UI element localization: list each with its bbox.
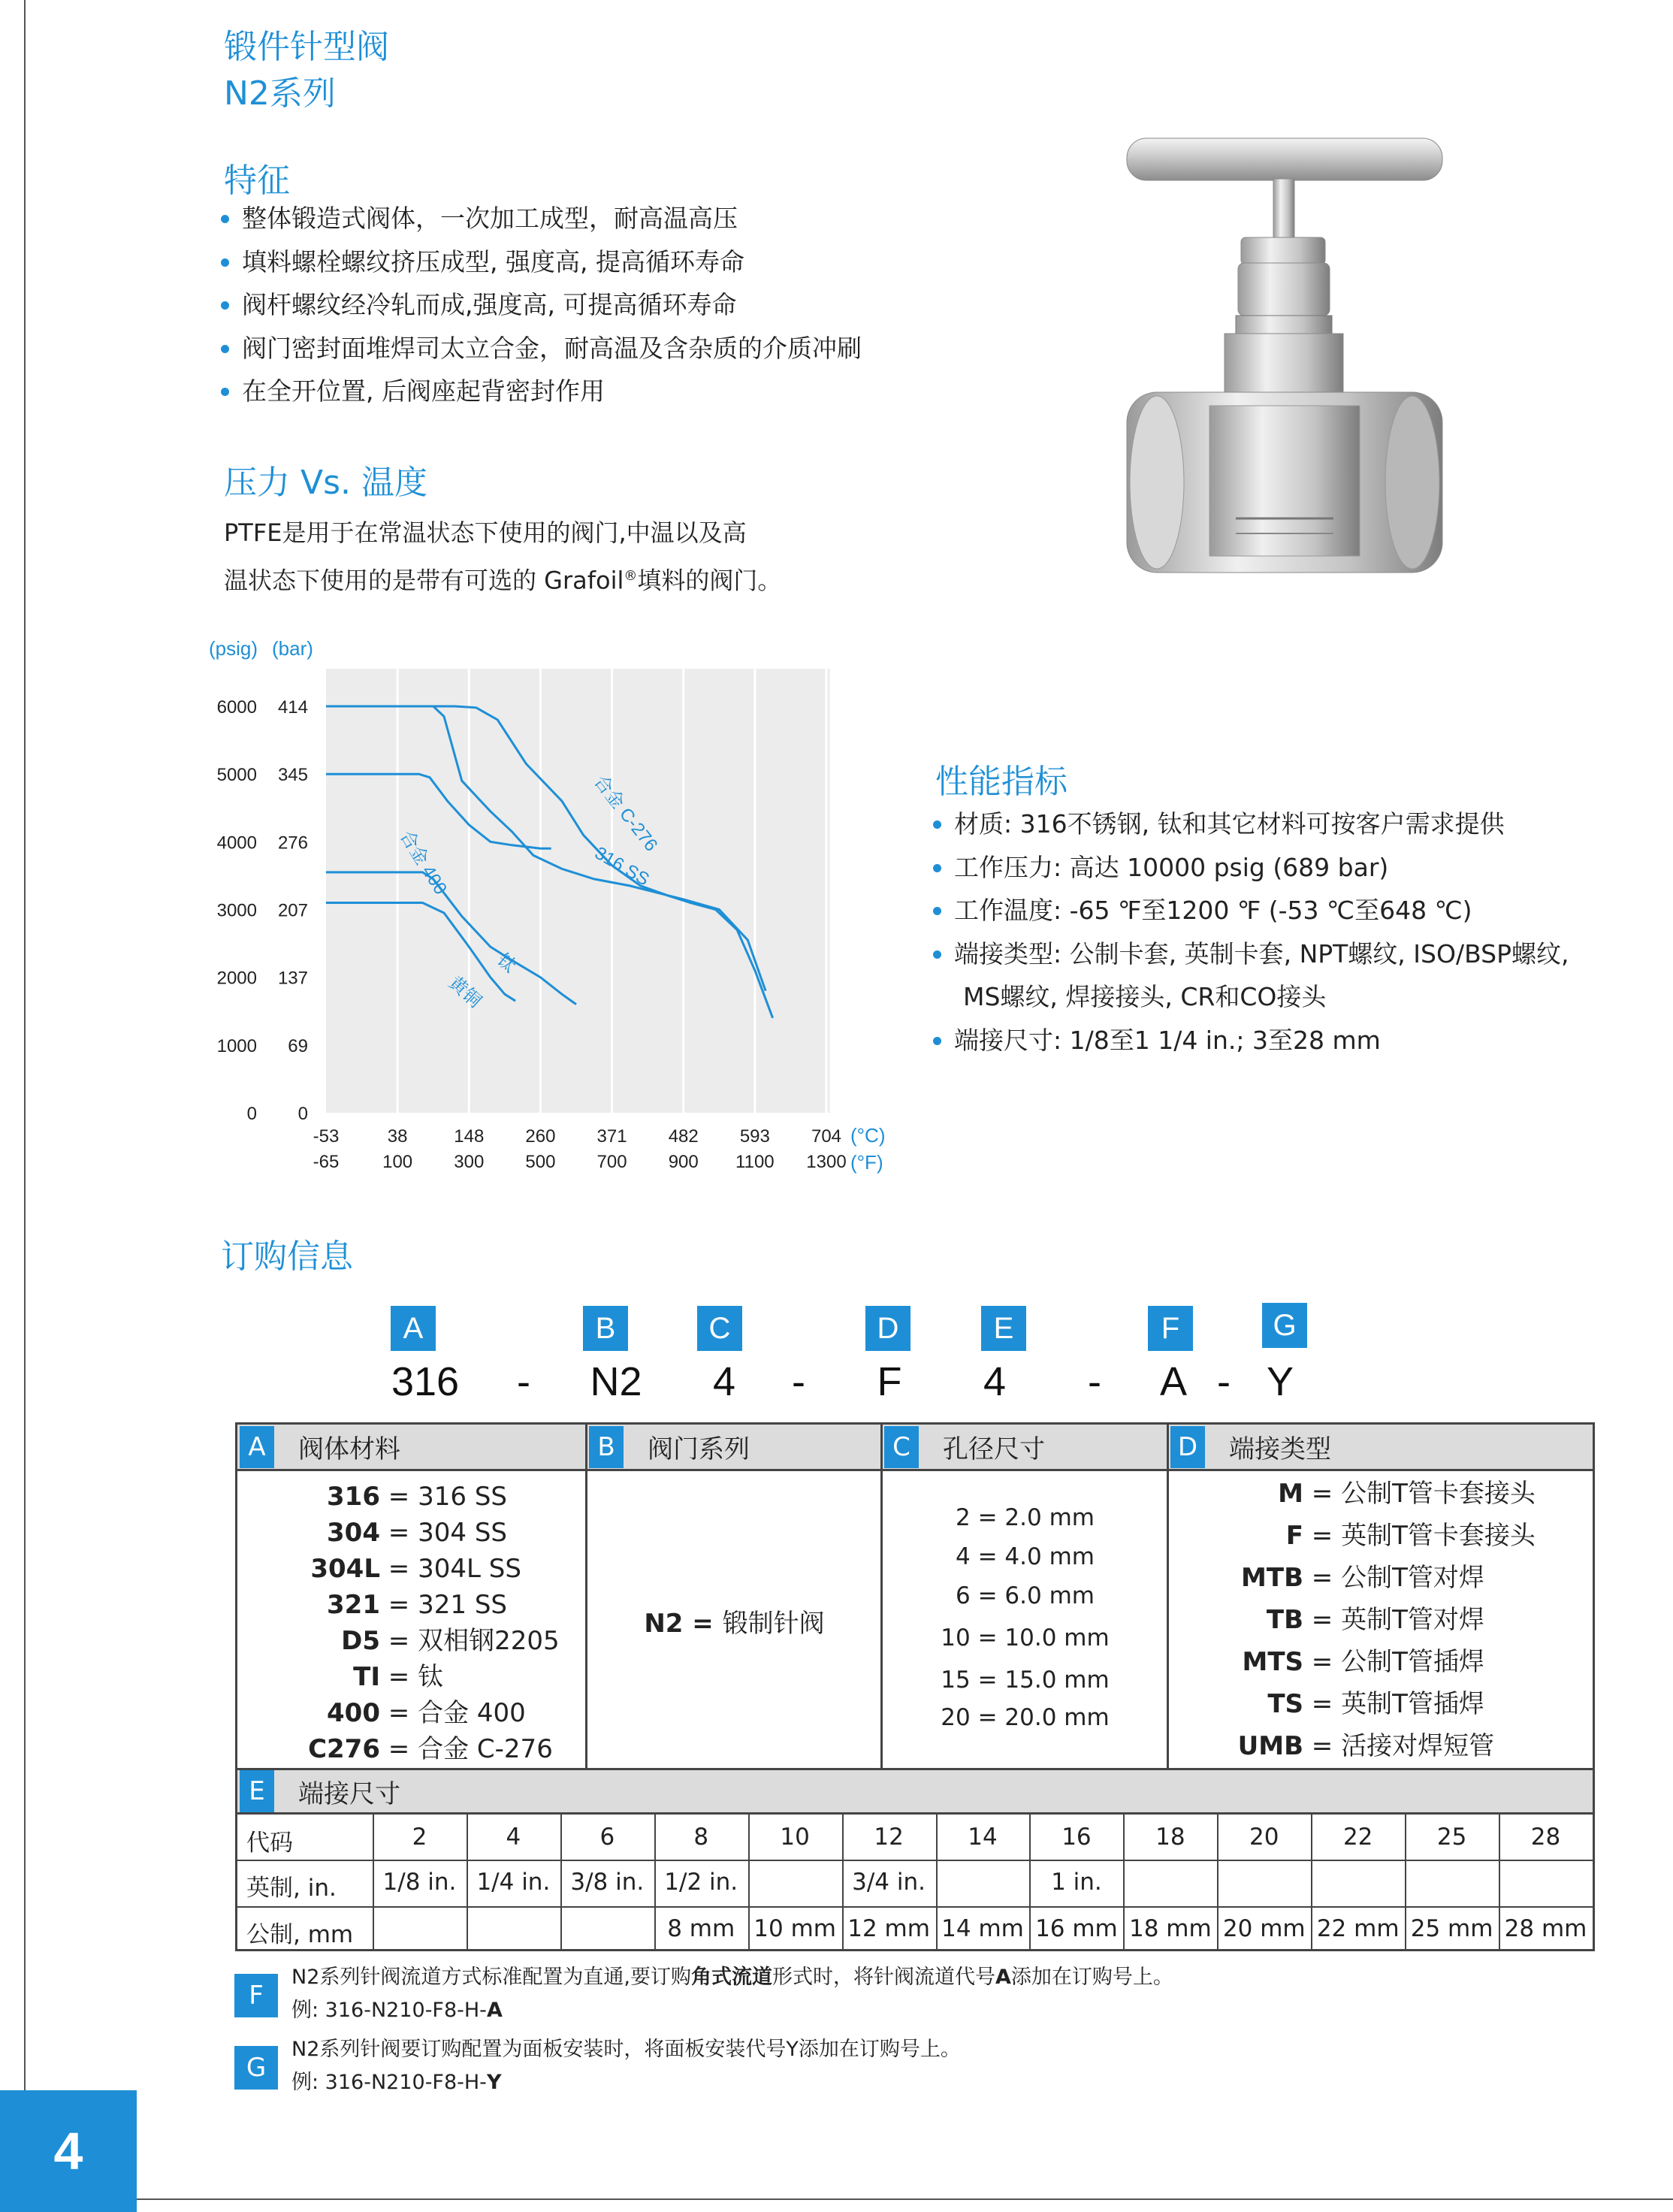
feature-item: 阀杆螺纹经冷轧而成,强度高, 可提高循环寿命	[218, 283, 862, 327]
orifice-list	[882, 1500, 1168, 1737]
pressure-temperature-chart	[203, 631, 909, 1187]
note-f-tag: F	[234, 1974, 278, 2017]
chart-xtick-c: 260	[525, 1126, 556, 1147]
title-line-2: N2系列	[224, 74, 336, 113]
size-code-cell: 25	[1436, 1824, 1467, 1851]
order-code-b: N2	[590, 1359, 642, 1404]
end-type-row: F = 英制T管卡套接头	[1285, 1521, 1536, 1551]
chart-xtick-f: 300	[454, 1152, 485, 1172]
chart-xtick-c: 482	[668, 1126, 699, 1147]
page-title	[224, 24, 389, 117]
note-g	[291, 2033, 961, 2099]
order-code-c: 4	[712, 1359, 736, 1404]
size-code-cell: 6	[599, 1824, 615, 1851]
pressure-heading: 压力 Vs. 温度	[224, 464, 427, 502]
size-mm-cell: 16 mm	[1035, 1915, 1118, 1942]
chart-xtick-c: 371	[596, 1126, 627, 1147]
ordering-table	[235, 1422, 1595, 1951]
size-inch-cell: 1/2 in.	[664, 1869, 738, 1896]
size-mm-cell: 10 mm	[753, 1915, 836, 1942]
chart-xtick-f: 700	[596, 1152, 627, 1172]
size-inch-cell: 1/8 in.	[382, 1869, 457, 1896]
size-row-label: 公制, mm	[246, 1921, 354, 1948]
ordering-heading: 订购信息	[221, 1237, 353, 1276]
bottom-margin-rule	[135, 2198, 1673, 2200]
orifice-row: 4 = 4.0 mm	[956, 1543, 1095, 1570]
note-g-text: N2系列针阀要订购配置为面板安装时，将面板安装代号Y添加在订购号上。	[291, 2038, 961, 2061]
note-g-tag: G	[234, 2046, 278, 2090]
orifice-row: 20 = 20.0 mm	[941, 1704, 1110, 1731]
needle-valve-image	[1112, 128, 1457, 609]
chart-ytick-psig: 4000	[216, 833, 257, 854]
size-mm-cell: 22 mm	[1316, 1915, 1400, 1942]
chart-ytick-bar: 345	[277, 765, 308, 786]
note-f	[291, 1961, 1173, 2027]
material-row: 304L = 304L SS	[310, 1554, 521, 1584]
size-code-cell: 12	[874, 1824, 904, 1851]
order-letter-c: C	[697, 1306, 742, 1351]
orifice-row: 10 = 10.0 mm	[941, 1624, 1110, 1651]
grid-row-divider	[237, 1860, 1593, 1861]
header-a: A 阀体材料	[237, 1425, 587, 1471]
note-g-example: 例: 316-N210-F8-H-Y	[291, 2071, 502, 2094]
order-letter-f: F	[1148, 1306, 1193, 1351]
chart-series-label: 黄铜	[444, 972, 485, 1012]
orifice-row: 6 = 6.0 mm	[956, 1582, 1095, 1609]
chart-ylabel-bar: (bar)	[272, 637, 313, 660]
end-type-row: MTB = 公制T管对焊	[1241, 1563, 1484, 1593]
chart-ytick-psig: 3000	[216, 900, 257, 921]
size-row-label: 代码	[246, 1830, 293, 1857]
size-code-cell: 18	[1155, 1824, 1185, 1851]
chart-xtick-f: 100	[382, 1152, 413, 1172]
size-mm-cell: 28 mm	[1504, 1915, 1587, 1942]
order-letter-g: G	[1262, 1303, 1307, 1348]
chart-xtick-c: 148	[454, 1126, 485, 1147]
order-letter-a: A	[391, 1306, 436, 1351]
header-b: B 阀门系列	[587, 1425, 882, 1471]
size-code-cell: 20	[1249, 1824, 1279, 1851]
chart-ytick-psig: 0	[246, 1104, 257, 1124]
order-dash: -	[517, 1359, 530, 1404]
order-code-a: 316	[391, 1359, 460, 1404]
feature-item: 阀门密封面堆焊司太立合金，耐高温及含杂质的介质冲刷	[218, 327, 862, 370]
chart-xunit-c: (°C)	[850, 1124, 886, 1147]
note-f-text: N2系列针阀流道方式标准配置为直通,要订购角式流道形式时，将针阀流道代号A添加在订购号上。	[291, 1966, 1173, 1989]
order-letter-b: B	[583, 1306, 628, 1351]
chart-xtick-c: -53	[313, 1126, 340, 1147]
chart-ytick-bar: 207	[277, 900, 308, 921]
end-type-row: M = 公制T管卡套接头	[1278, 1479, 1536, 1509]
orifice-row: 2 = 2.0 mm	[956, 1504, 1095, 1531]
features-heading: 特征	[224, 162, 290, 200]
size-mm-cell: 12 mm	[847, 1915, 930, 1942]
chart-xtick-f: 1100	[735, 1152, 775, 1172]
chart-ytick-bar: 69	[288, 1035, 308, 1056]
spec-item: 材质: 316不锈钢, 钛和其它材料可按客户需求提供	[930, 802, 1569, 846]
orifice-row: 15 = 15.0 mm	[941, 1667, 1110, 1694]
order-letter-d: D	[865, 1306, 910, 1351]
specs-heading: 性能指标	[935, 763, 1068, 801]
size-code-cell: 4	[506, 1824, 521, 1851]
order-dash: -	[792, 1359, 805, 1404]
header-d: D 端接类型	[1168, 1425, 1593, 1471]
chart-ytick-psig: 1000	[216, 1035, 257, 1056]
header-e: E 端接尺寸	[237, 1768, 1593, 1815]
material-row: 304 = 304 SS	[327, 1518, 507, 1548]
feature-item: 填料螺栓螺纹挤压成型, 强度高, 提高循环寿命	[218, 240, 862, 284]
material-row: 400 = 合金 400	[327, 1698, 526, 1728]
chart-xtick-f: 900	[668, 1152, 699, 1172]
size-code-cell: 28	[1530, 1824, 1561, 1851]
title-line-1: 锻件针型阀	[224, 28, 389, 66]
page-number: 4	[0, 2090, 137, 2212]
spec-item-continued: MS螺纹, 焊接接头, CR和CO接头	[963, 982, 1327, 1011]
left-margin-rule	[24, 0, 26, 2156]
size-mm-cell: 18 mm	[1128, 1915, 1212, 1942]
end-type-row: TS = 英制T管插焊	[1267, 1689, 1484, 1719]
order-code-g: Y	[1266, 1359, 1294, 1404]
size-code-cell: 22	[1342, 1824, 1373, 1851]
order-code-f: A	[1159, 1359, 1188, 1404]
chart-ytick-psig: 6000	[216, 697, 257, 718]
chart-xtick-f: 1300	[806, 1152, 847, 1172]
material-row: C276 = 合金 C-276	[308, 1734, 553, 1764]
chart-xunit-f: (°F)	[850, 1151, 883, 1174]
size-code-cell: 16	[1061, 1824, 1092, 1851]
chart-ytick-bar: 276	[277, 833, 308, 854]
size-code-cell: 14	[968, 1824, 998, 1851]
column-divider	[585, 1425, 587, 1768]
chart-series-label: 合金 400	[395, 826, 451, 899]
pressure-line-1: PTFE是用于在常温状态下使用的阀门,中温以及高	[224, 518, 747, 547]
size-inch-cell: 1/4 in.	[476, 1869, 551, 1896]
chart-series-label: 钛	[493, 949, 520, 978]
material-row: 316 = 316 SS	[327, 1482, 507, 1512]
order-dash: -	[1217, 1359, 1231, 1404]
chart-ytick-bar: 137	[277, 968, 308, 989]
order-code-e: 4	[983, 1359, 1007, 1404]
size-code-cell: 10	[780, 1824, 810, 1851]
chart-ylabel-psig: (psig)	[209, 637, 258, 660]
end-size-grid	[237, 1815, 1593, 1951]
chart-xtick-c: 704	[811, 1126, 842, 1147]
feature-item: 整体锻造式阀体，一次加工成型，耐高温高压	[218, 197, 862, 240]
header-c: C 孔径尺寸	[882, 1425, 1168, 1471]
pressure-description	[224, 511, 781, 603]
order-dash: -	[1088, 1359, 1101, 1404]
end-type-list	[1168, 1476, 1589, 1770]
note-f-example: 例: 316-N210-F8-H-A	[291, 1999, 503, 2022]
size-mm-cell: 25 mm	[1410, 1915, 1493, 1942]
end-type-row: TB = 英制T管对焊	[1266, 1605, 1484, 1635]
specs-list	[930, 802, 1569, 1062]
chart-xtick-c: 593	[739, 1126, 770, 1147]
size-mm-cell: 14 mm	[941, 1915, 1024, 1942]
material-row: D5 = 双相钢2205	[341, 1626, 560, 1656]
chart-ytick-bar: 0	[297, 1104, 308, 1124]
pressure-line-2: 温状态下使用的是带有可选的 Grafoil®填料的阀门。	[224, 566, 782, 595]
size-inch-cell: 3/8 in.	[570, 1869, 645, 1896]
chart-ytick-bar: 414	[277, 697, 308, 718]
chart-ytick-psig: 2000	[216, 968, 257, 989]
size-inch-cell: 1 in.	[1051, 1869, 1102, 1896]
grid-row-divider	[237, 1906, 1593, 1908]
size-code-cell: 8	[693, 1824, 709, 1851]
size-inch-cell: 3/4 in.	[852, 1869, 926, 1896]
feature-item: 在全开位置, 后阀座起背密封作用	[218, 370, 862, 413]
size-code-cell: 2	[412, 1824, 427, 1851]
spec-item: 工作压力: 高达 10000 psig (689 bar)	[930, 846, 1569, 890]
size-mm-cell: 8 mm	[667, 1915, 735, 1942]
chart-xtick-f: -65	[313, 1152, 340, 1172]
chart-series-label: 316 SS	[591, 842, 653, 890]
spec-item: 端接尺寸: 1/8至1 1/4 in.; 3至28 mm	[930, 1019, 1569, 1062]
order-letter-e: E	[981, 1306, 1026, 1351]
spec-item: 工作温度: -65 ℉至1200 ℉ (-53 ℃至648 ℃)	[930, 889, 1569, 932]
material-row: TI = 钛	[353, 1662, 444, 1692]
spec-item: 端接类型: 公制卡套, 英制卡套, NPT螺纹, ISO/BSP螺纹,	[930, 932, 1569, 976]
chart-series-label: 合金 C-276	[590, 772, 662, 856]
order-code-d: F	[877, 1359, 902, 1404]
material-list	[267, 1479, 568, 1767]
size-mm-cell: 20 mm	[1222, 1915, 1306, 1942]
chart-xtick-c: 38	[387, 1126, 408, 1147]
chart-xtick-f: 500	[525, 1152, 556, 1172]
series-value: N2 = 锻制针阀	[644, 1609, 825, 1639]
end-type-row: UMB = 活接对焊短管	[1237, 1731, 1495, 1761]
features-list	[218, 197, 862, 413]
end-type-row: MTS = 公制T管插焊	[1242, 1647, 1484, 1677]
size-row-label: 英制, in.	[246, 1875, 337, 1902]
material-row: 321 = 321 SS	[327, 1590, 507, 1620]
chart-ytick-psig: 5000	[216, 765, 257, 786]
